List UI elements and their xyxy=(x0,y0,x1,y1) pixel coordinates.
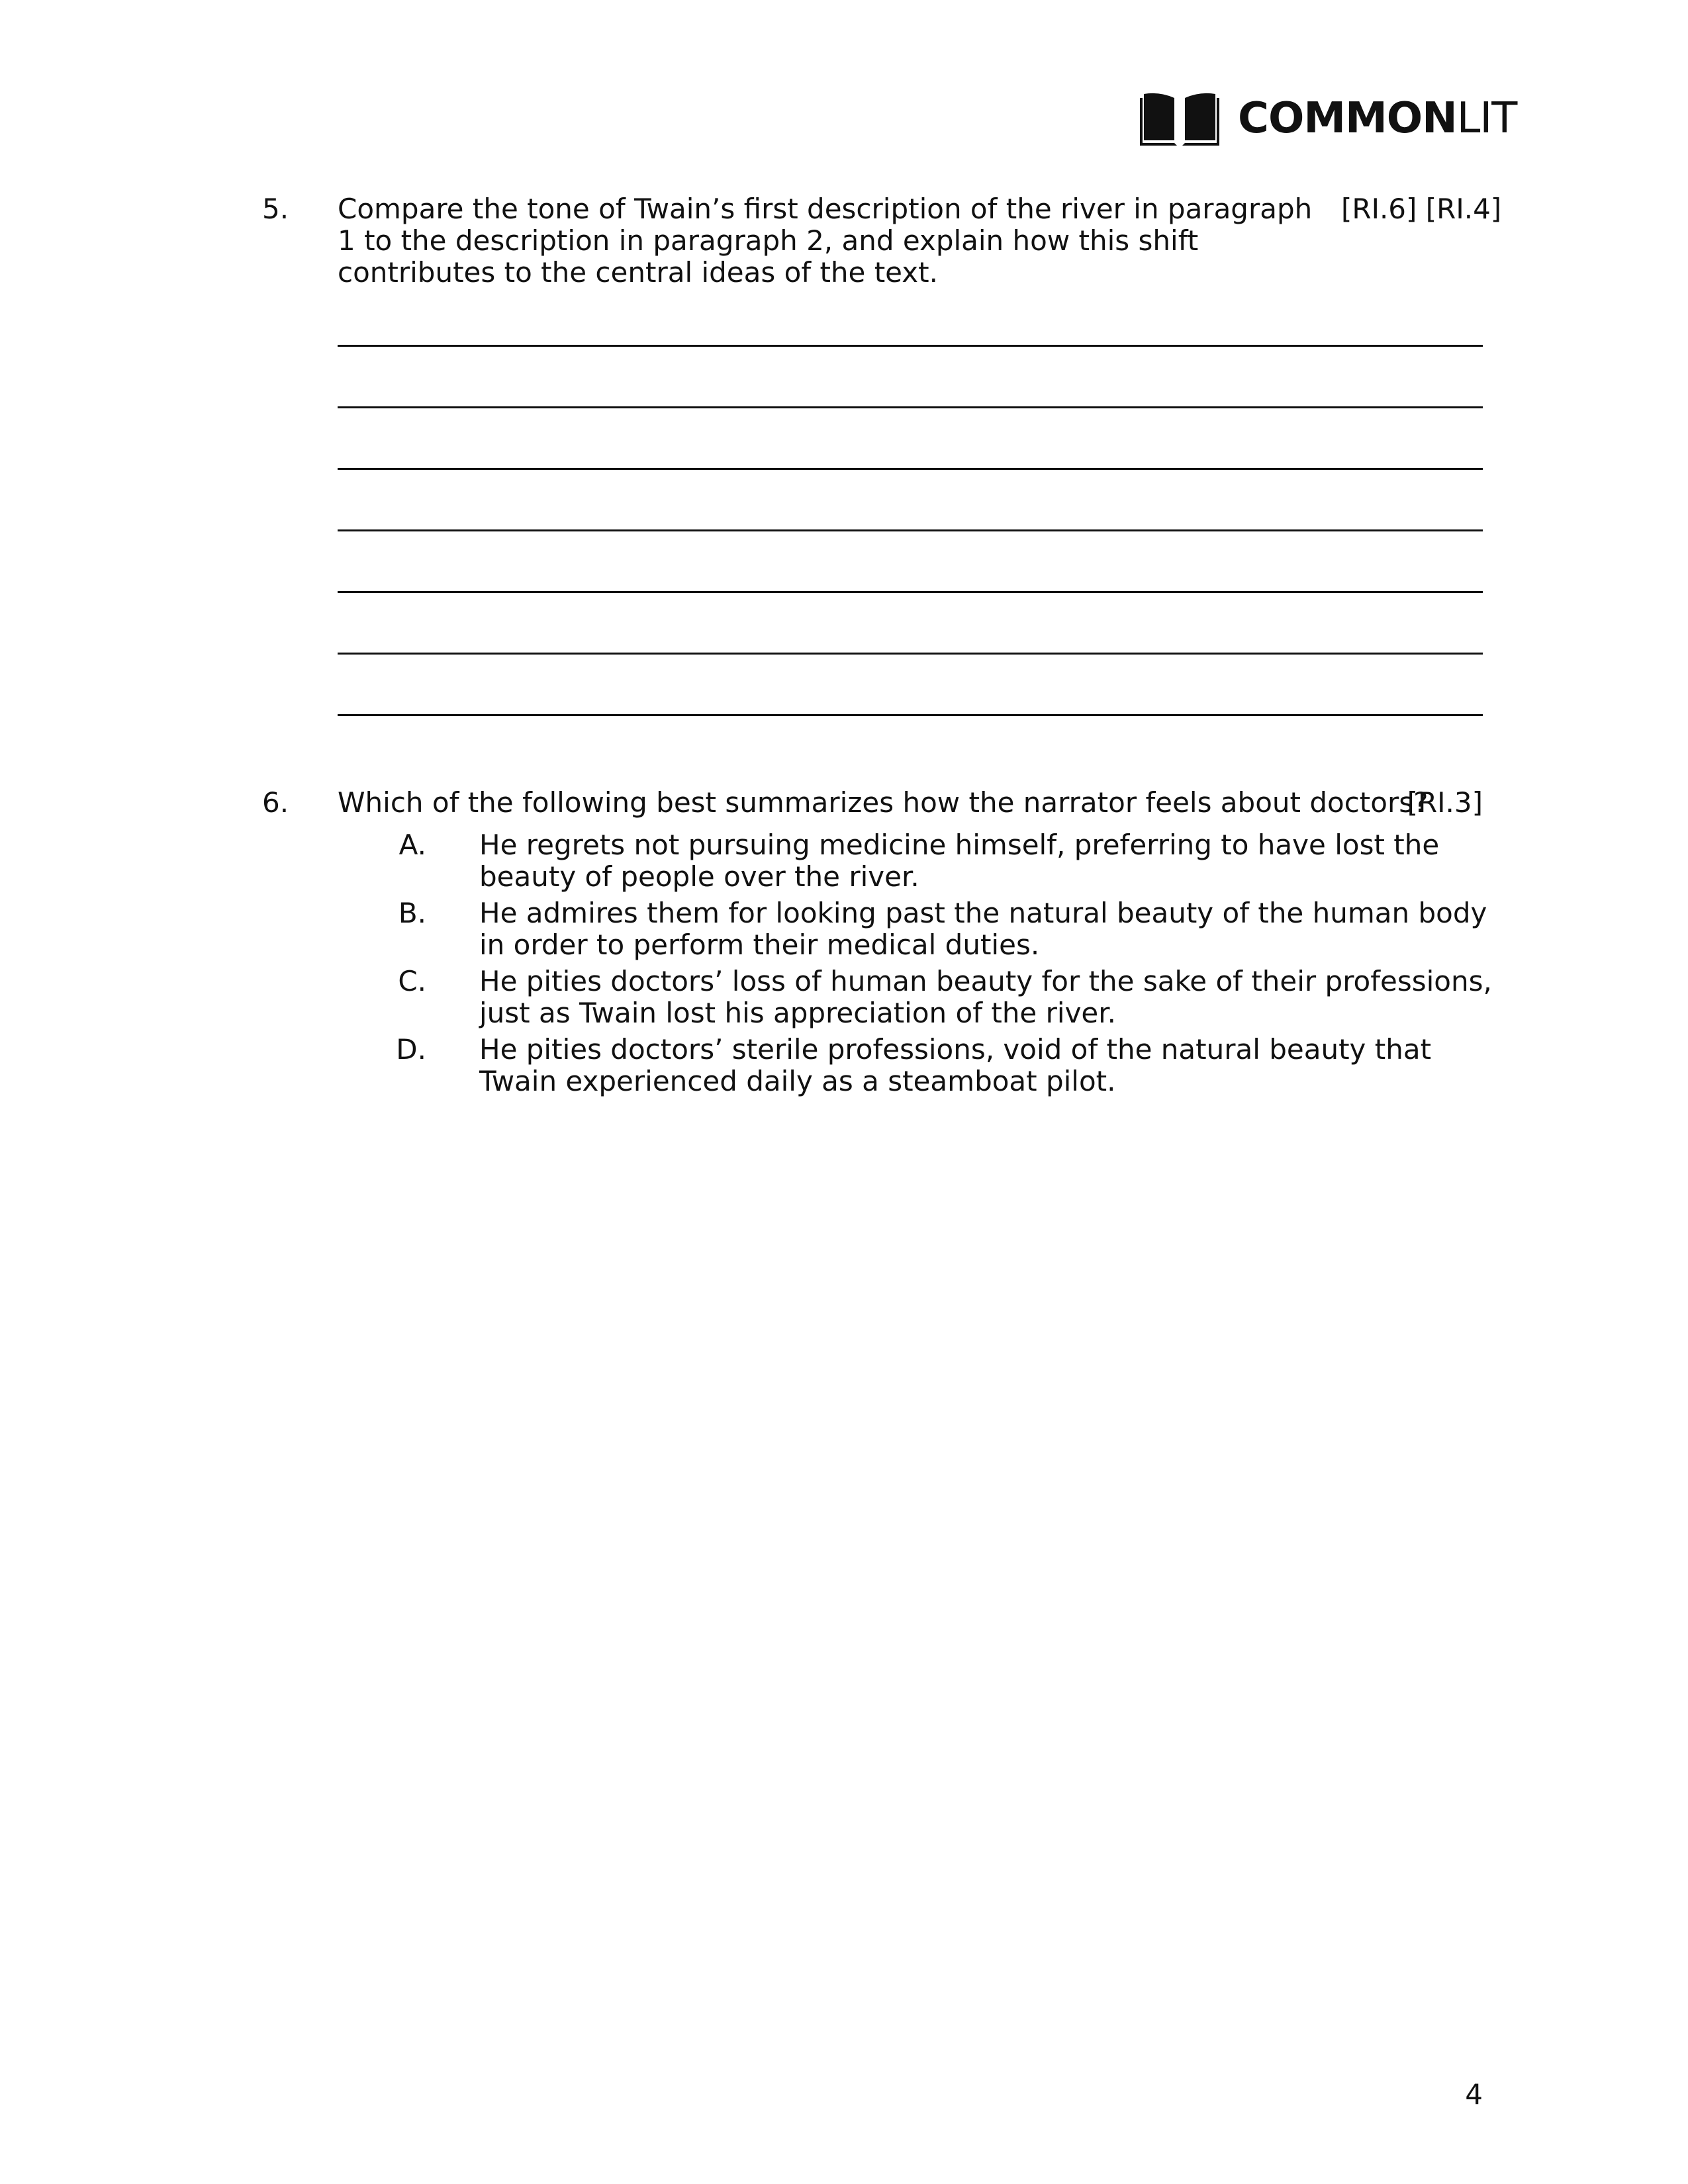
answer-line[interactable] xyxy=(338,529,1483,531)
answer-line[interactable] xyxy=(338,591,1483,593)
option-a-text[interactable]: He regrets not pursuing medicine himself, preferring to have lost the beauty of people over the river. xyxy=(479,829,1440,893)
option-c-letter[interactable]: C. xyxy=(398,965,426,997)
option-c-text[interactable]: He pities doctors’ loss of human beauty for the sake of their professions, just as Twain lost his appreciation of the river. xyxy=(479,965,1492,1029)
answer-line[interactable] xyxy=(338,714,1483,716)
answer-line[interactable] xyxy=(338,406,1483,408)
commonlit-logo xyxy=(1140,89,1517,148)
option-b-text[interactable]: He admires them for looking past the natural beauty of the human body in order to perform their medical duties. xyxy=(479,897,1487,961)
logo-text-light: LIT xyxy=(1456,94,1517,143)
answer-line[interactable] xyxy=(338,653,1483,655)
option-a-letter[interactable]: A. xyxy=(399,829,426,861)
question-5-number: 5. xyxy=(262,193,289,225)
question-6-number: 6. xyxy=(262,786,289,819)
logo-text-bold: COMMON xyxy=(1238,94,1457,143)
question-5-standards: [RI.6] [RI.4] xyxy=(1341,193,1502,225)
question-5-prompt: Compare the tone of Twain’s first description of the river in paragraph 1 to the description in paragraph 2, and explain how this shift contributes to the central ideas of the text. xyxy=(338,193,1313,289)
page-number: 4 xyxy=(1465,2078,1483,2111)
answer-line[interactable] xyxy=(338,468,1483,470)
open-book-icon xyxy=(1140,89,1219,148)
question-6-prompt: Which of the following best summarizes how the narrator feels about doctors? xyxy=(338,786,1429,819)
option-d-text[interactable]: He pities doctors’ sterile professions, void of the natural beauty that Twain experienced daily as a steamboat pilot. xyxy=(479,1033,1432,1097)
question-6-standards: [RI.3] xyxy=(1407,786,1483,819)
option-b-letter[interactable]: B. xyxy=(398,897,426,929)
option-d-letter[interactable]: D. xyxy=(396,1033,426,1066)
answer-line[interactable] xyxy=(338,345,1483,347)
logo-wordmark xyxy=(1238,94,1517,143)
